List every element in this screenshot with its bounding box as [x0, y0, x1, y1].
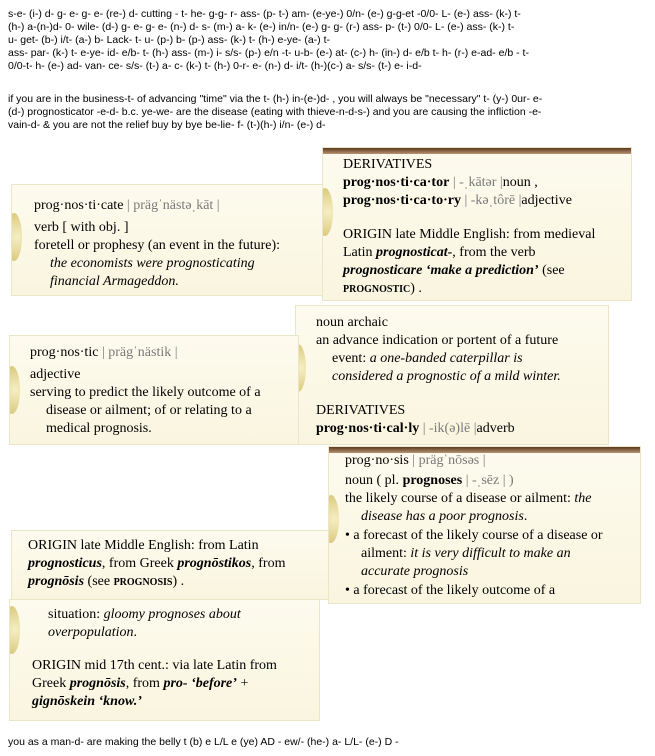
tab-decoration — [10, 606, 20, 654]
top-bar — [323, 148, 631, 154]
origin-line — [343, 280, 422, 299]
pronunciation: | prägˈnästəˌkāt | — [126, 198, 220, 213]
section-heading: DERIVATIVES — [343, 157, 433, 172]
text-line: 0/0-t- h- (e-) ad- van- ce- s/s- (t-) a- c- (k-) t- (h-) 0-r- e- (n-) d- i/t- (h-)(c-) a- s/s- (t-) e- i-d- — [8, 60, 422, 72]
text-line: if you are in the business-t- of advancing "time" via the t- (h-) in-(e-)d- , you will always be "necessary" t- (y-) 0ur- e- — [8, 93, 543, 105]
definition-cont: disease or ailment; of or relating to a — [46, 403, 252, 418]
headword-line — [30, 344, 178, 362]
origin-word: pro- ‘before’ — [163, 676, 237, 691]
definition-cont — [48, 606, 241, 624]
example: disease has a poor prognosis — [361, 509, 524, 524]
origin-word: prognōsis — [28, 574, 85, 589]
text-line: (d-) prognosticator -e-d- b.c. ye-we- are the disease (eating with thieve-n-d-s-) and you are causing the infliction -e- — [8, 106, 542, 118]
derivative-word: prog·nos·ti·ca·to·ry — [343, 193, 461, 208]
derivative-line — [316, 420, 515, 438]
text-line: ass- par- (k-) t- e-ye- id- e/b- t- (h-) ass- (m-) i- s/s- (p-) e/n -t- u-b- (e-) at- (c-) h- (in-) d- e/b t- h- (r-) e-ad- e/b - t- — [8, 47, 529, 59]
origin-line — [28, 555, 285, 573]
part-of-speech: noun ( pl. — [345, 473, 403, 488]
pronunciation: | prägˈnästik | — [101, 345, 178, 360]
derivative-word: prog·nos·ti·ca·tor — [343, 175, 450, 190]
headword-line — [34, 197, 220, 215]
part-of-speech: noun archaic — [316, 315, 388, 330]
bullet-definition: • a forecast of the likely outcome of a — [345, 583, 556, 598]
definition-text: situation: — [48, 607, 104, 622]
origin-line: ORIGIN mid 17th cent.: via late Latin from — [32, 658, 277, 673]
plural-form: prognoses — [402, 473, 463, 488]
origin-line — [28, 573, 184, 592]
origin-text: (see — [538, 263, 565, 278]
part-of-speech: verb [ with obj. ] — [34, 220, 129, 235]
card-prognostic-adjective — [10, 336, 298, 444]
origin-word: prognosticus — [28, 556, 102, 571]
origin-text: , from the verb — [452, 245, 536, 260]
definition-text: the likely course of a disease or ailment: — [345, 491, 575, 506]
card-origin-prognosis — [10, 600, 319, 720]
derivative-line — [343, 192, 572, 210]
pronunciation: | -ˌkātər | — [452, 175, 503, 190]
bullet-definition-cont — [361, 545, 571, 563]
pronunciation: | -kəˌtôrē | — [464, 193, 522, 208]
cross-reference: PROGNOSTIC — [343, 284, 411, 295]
part-of-speech: noun , — [502, 175, 538, 190]
derivative-word: prog·nos·ti·cal·ly — [316, 421, 420, 436]
tab-decoration — [10, 366, 20, 414]
derivative-line — [343, 174, 538, 192]
example: gloomy prognoses about — [103, 607, 241, 622]
headword: prog·nos·ti·cate — [34, 198, 124, 213]
definition: serving to predict the likely outcome of a — [30, 385, 261, 400]
definition-cont: medical prognosis. — [46, 421, 152, 436]
pronunciation: | -ˌsēz | ) — [462, 473, 514, 488]
card-prognosticate — [12, 185, 324, 295]
bullet-definition: • a forecast of the likely course of a disease or — [345, 528, 603, 543]
origin-text: Greek — [32, 676, 70, 691]
section-heading: DERIVATIVES — [316, 403, 406, 418]
origin-word: gignōskein ‘know.’ — [32, 694, 142, 709]
example-line — [48, 624, 137, 642]
text-line: vain-d- & you are not the relief buy by bye be-lie- f- (t-)(h-) i/n- (e-) d- — [8, 119, 326, 131]
origin-line — [32, 693, 142, 711]
example: a one-banded caterpillar is — [369, 351, 523, 366]
origin-line — [343, 244, 535, 262]
headword: prog·nos·tic — [30, 345, 99, 360]
headword-line — [345, 452, 486, 470]
tab-decoration — [329, 495, 339, 543]
origin-word: prognōstikos — [177, 556, 252, 571]
definition-text: . — [133, 625, 138, 640]
pronunciation: | -ik(ə)lē | — [422, 421, 477, 436]
origin-text: ) . — [172, 574, 185, 589]
example: the — [574, 491, 592, 506]
origin-text: , from — [251, 556, 286, 571]
pronunciation: | prägˈnōsəs | — [412, 453, 486, 468]
tab-decoration — [12, 213, 22, 261]
definition-text: event: — [332, 351, 370, 366]
example: overpopulation — [48, 625, 134, 640]
example-line — [361, 508, 527, 526]
origin-text: , from — [125, 676, 164, 691]
top-paragraph-2 — [8, 93, 542, 132]
origin-text: (see — [84, 574, 114, 589]
origin-line — [343, 262, 565, 280]
origin-word: prognosticare ‘make a prediction’ — [343, 263, 539, 278]
origin-word: prognōsis — [69, 676, 126, 691]
card-prognostic-noun — [296, 306, 608, 444]
card-derivatives-prognosticator — [323, 148, 631, 300]
example: the economists were prognosticating — [50, 256, 255, 271]
part-of-speech-line — [345, 472, 514, 490]
origin-text: , from Greek — [101, 556, 178, 571]
origin-line — [32, 675, 248, 693]
origin-text: ) . — [410, 281, 422, 296]
text-line: (h-) a-(n-)d- 0- wile- (d-) g- e- g- e- (n-) d- s- (m-) a- k- (e-) in/n- (e-) g- g- (r-) ass- p- (t-) 0/0- L- (e-) ass- (k-) t- — [8, 21, 515, 33]
origin-line: ORIGIN late Middle English: from medieval — [343, 227, 596, 242]
cross-reference: PROGNOSIS — [113, 577, 173, 588]
headword: prog·no·sis — [345, 453, 409, 468]
part-of-speech: adjective — [521, 193, 572, 208]
definition — [345, 490, 591, 508]
part-of-speech: adjective — [30, 367, 81, 382]
example: financial Armageddon. — [50, 274, 179, 289]
example: it is very difficult to make an — [410, 546, 571, 561]
origin-text: Latin — [343, 245, 377, 260]
card-origin-prognostic — [12, 531, 328, 599]
top-paragraph-1 — [8, 8, 529, 73]
text-line: u- get- (b-) i/t- (a-) b- Lack- t- u- (p-) b- (p-) ass- (k-) t- (h-) e-ye- (a-) t- — [8, 34, 331, 46]
text-line: s-e- (i-) d- g- e- g- e- (re-) d- cutting - t- he- g-g- r- ass- (p- t-) am- (e-ye-) 0/n- (e-) g-g-et -0/0- L- (e-) ass- (k-) t- — [8, 8, 521, 20]
tab-decoration — [323, 188, 333, 236]
definition-cont — [332, 350, 523, 368]
origin-text: + — [236, 676, 249, 691]
definition-text: . — [523, 509, 528, 524]
origin-word: prognosticat- — [376, 245, 453, 260]
definition-text: ailment: — [361, 546, 411, 561]
part-of-speech: adverb — [476, 421, 515, 436]
example: considered a prognostic of a mild winter. — [332, 369, 561, 384]
definition: an advance indication or portent of a future — [316, 333, 559, 348]
bottom-text: you as a man-d- are making the belly t (b) e L/L e (ye) AD - ew/- (he-) a- L/L- (e-) D - — [8, 736, 399, 748]
origin-line: ORIGIN late Middle English: from Latin — [28, 538, 259, 553]
card-prognosis — [329, 447, 640, 603]
definition: foretell or prophesy (an event in the future): — [34, 238, 281, 253]
example: accurate prognosis — [361, 564, 469, 579]
